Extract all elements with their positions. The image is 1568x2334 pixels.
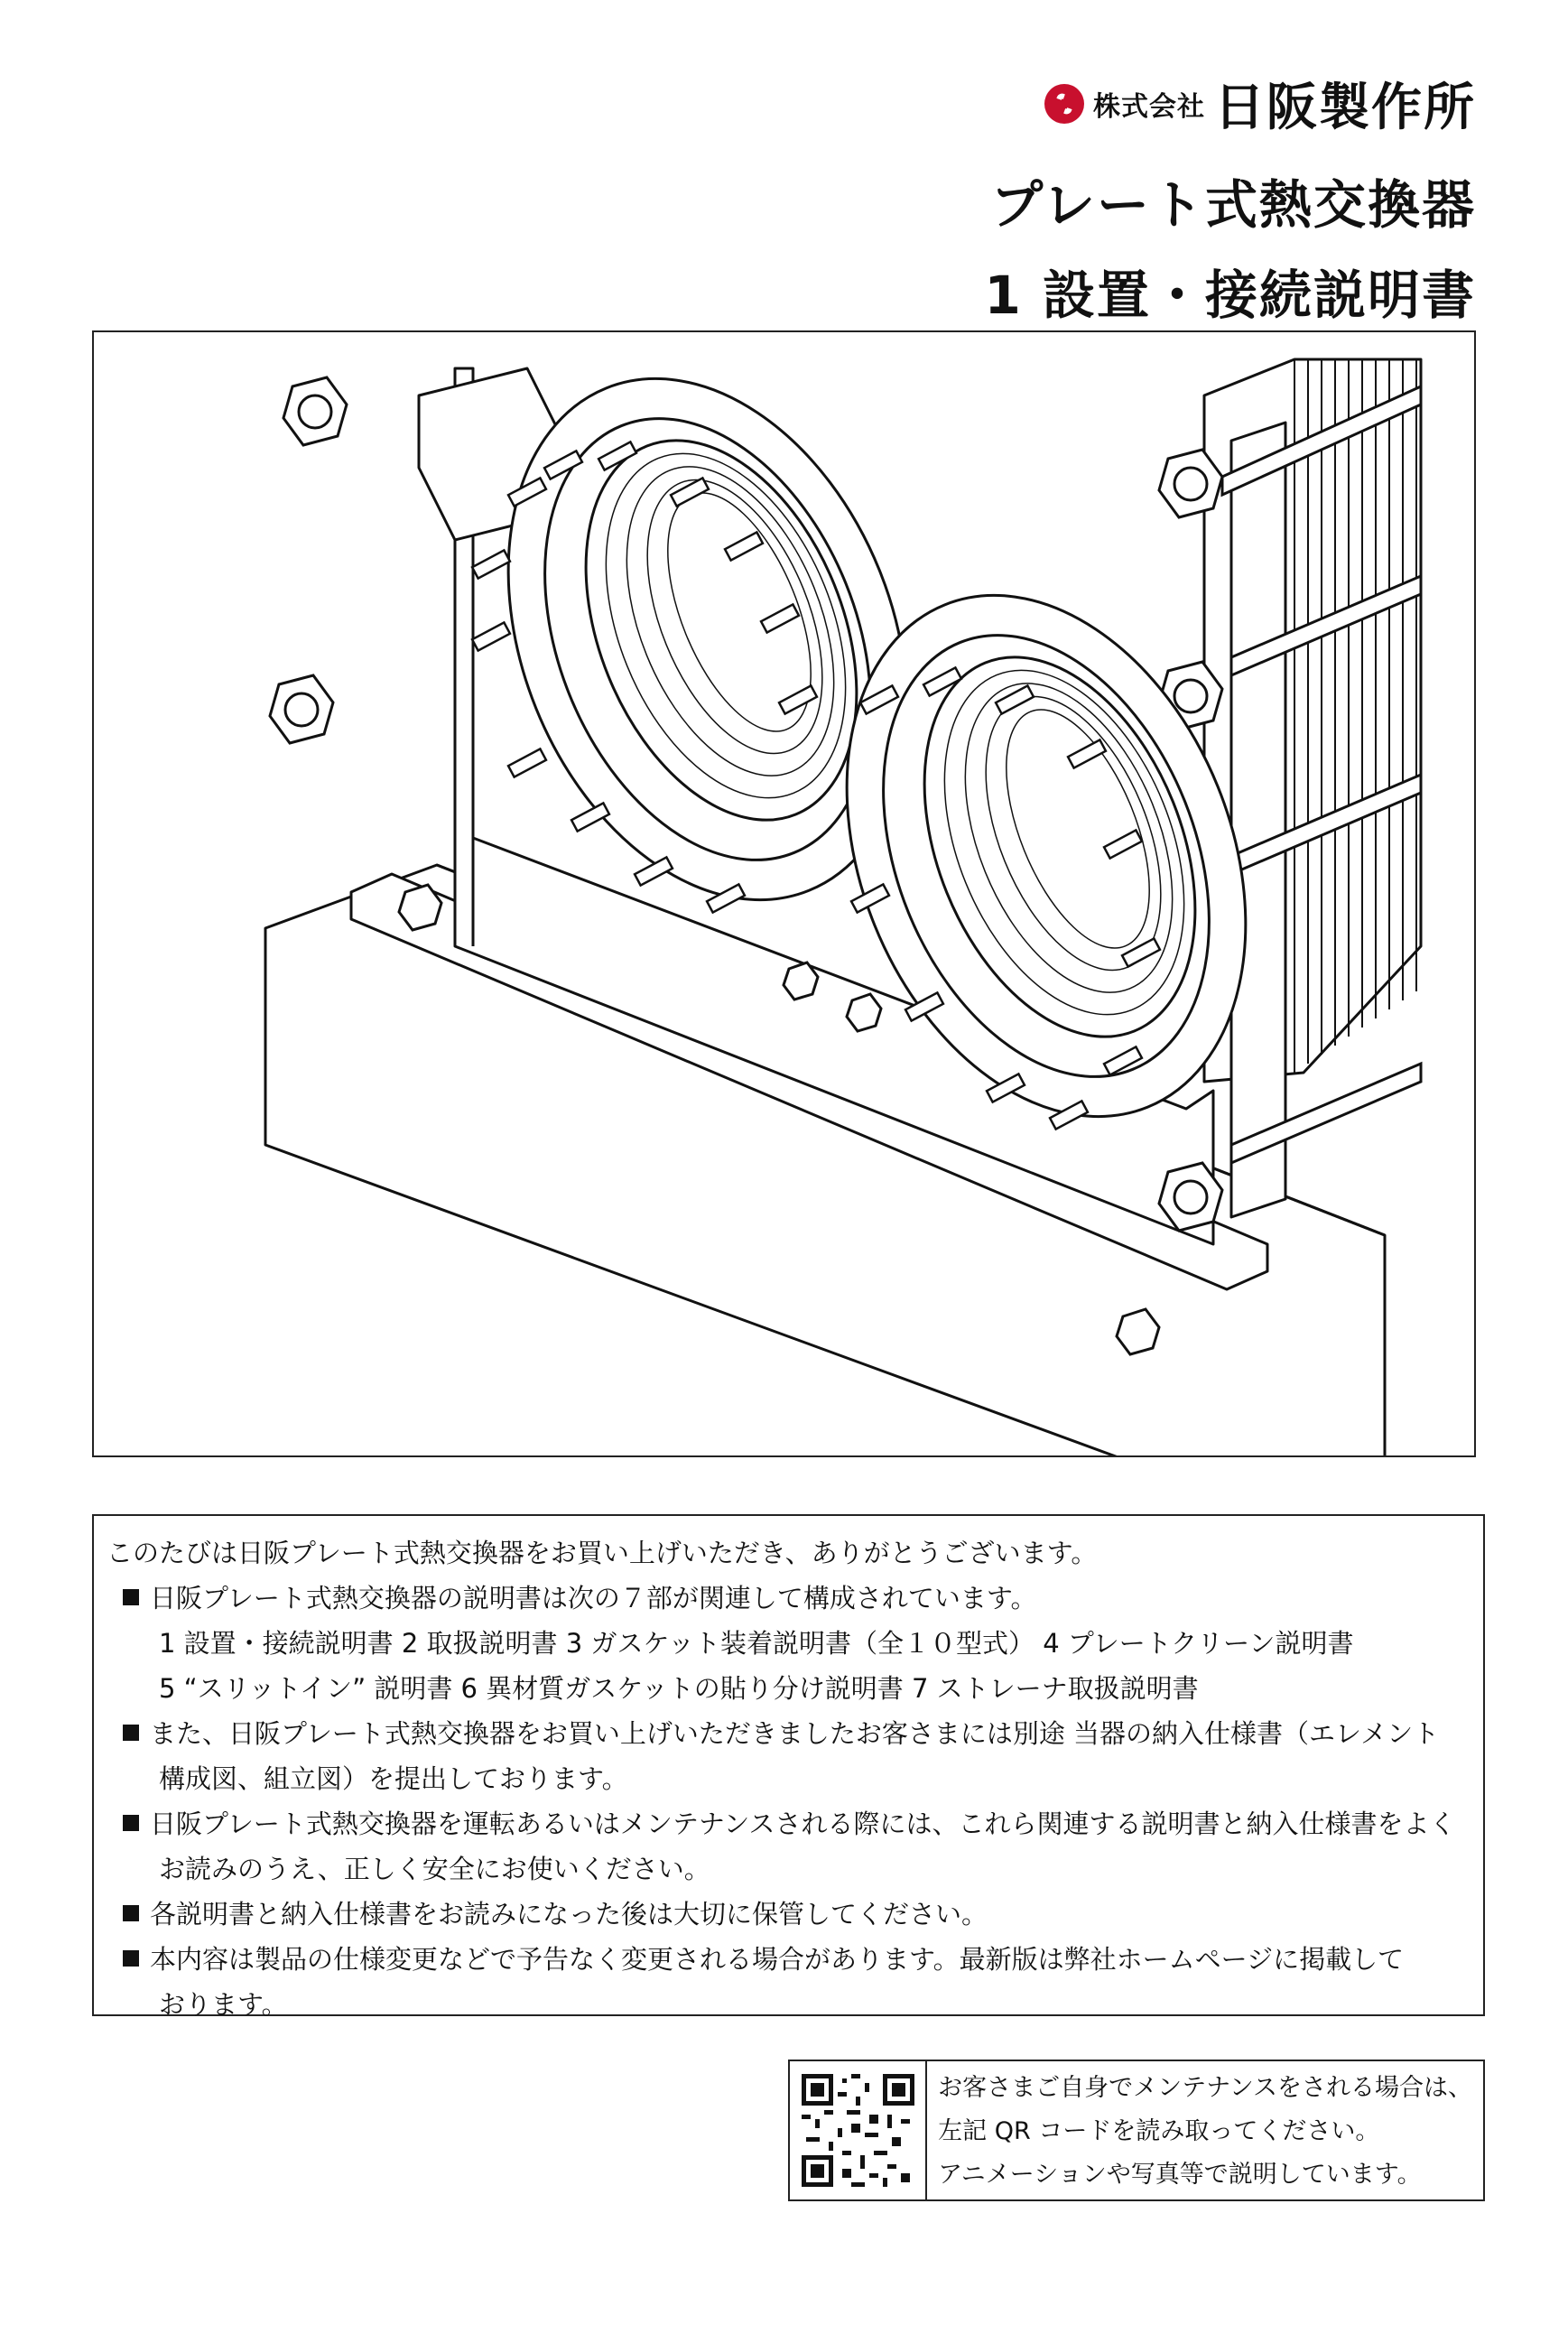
qr-text-line: アニメーションや写真等で説明しています。 xyxy=(938,2161,1422,2189)
qr-text-line: 左記 QR コードを読み取ってください。 xyxy=(938,2117,1380,2145)
bullet-text: 各説明書と納入仕様書をお読みになった後は大切に保管してください。 xyxy=(150,1899,988,1930)
square-bullet-icon xyxy=(123,1725,139,1741)
manuals-list-line: 5 “スリットイン” 説明書 6 異材質ガスケットの貼り分け説明書 7 ストレーナ取扱説明書 xyxy=(159,1673,1199,1704)
company-prefix: 株式会社 xyxy=(1093,91,1205,123)
square-bullet-icon xyxy=(123,1905,139,1921)
company-name: 日阪製作所 xyxy=(1214,79,1476,137)
notice-box xyxy=(92,1514,1485,2020)
heat-exchanger-drawing xyxy=(94,332,1476,1457)
bullet-item xyxy=(107,1576,1471,1621)
product-title: プレート式熱交換器 xyxy=(990,174,1476,236)
bullet-item xyxy=(107,1711,1471,1756)
bullet-text: また、日阪プレート式熱交換器をお買い上げいただきましたお客さまには別途 当器の納入仕様書（エレメント xyxy=(150,1718,1440,1749)
intro-text: このたびは日阪プレート式熱交換器をお買い上げいただき、ありがとうございます。 xyxy=(107,1538,1098,1568)
qr-instructions xyxy=(927,2061,1483,2199)
square-bullet-icon xyxy=(123,1815,139,1831)
bullet-item xyxy=(107,1892,1471,1937)
bullet-continuation: お読みのうえ、正しく安全にお使いください。 xyxy=(159,1854,710,1884)
company-logo-icon xyxy=(1044,84,1084,124)
bullet-item xyxy=(107,1937,1471,1982)
square-bullet-icon xyxy=(123,1589,139,1605)
bullet-text: 日阪プレート式熱交換器を運転あるいはメンテナンスされる際には、これら関連する説明書と納入仕様書をよく xyxy=(150,1809,1456,1839)
bullet-text: 日阪プレート式熱交換器の説明書は次の７部が関連して構成されています。 xyxy=(150,1583,1037,1613)
heat-exchanger-illustration xyxy=(92,330,1476,1457)
qr-code-icon[interactable] xyxy=(802,2074,914,2187)
bullet-text: 本内容は製品の仕様変更などで予告なく変更される場合があります。最新版は弊社ホームページに掲載して xyxy=(150,1944,1405,1975)
qr-info-box xyxy=(788,2060,1485,2201)
bullet-item xyxy=(107,1801,1471,1846)
square-bullet-icon xyxy=(123,1950,139,1967)
document-title: 1 設置・接続説明書 xyxy=(984,265,1476,326)
bullet-continuation: 構成図、組立図）を提出しております。 xyxy=(159,1763,628,1794)
bullet-continuation: おります。 xyxy=(159,1989,288,2020)
manuals-list-line: 1 設置・接続説明書 2 取扱説明書 3 ガスケット装着説明書（全１０型式） 4 プレートクリーン説明書 xyxy=(159,1628,1354,1659)
qr-code-cell[interactable] xyxy=(790,2061,927,2199)
qr-text-line: お客さまご自身でメンテナンスをされる場合は、 xyxy=(938,2074,1472,2102)
company-header xyxy=(1044,72,1476,135)
